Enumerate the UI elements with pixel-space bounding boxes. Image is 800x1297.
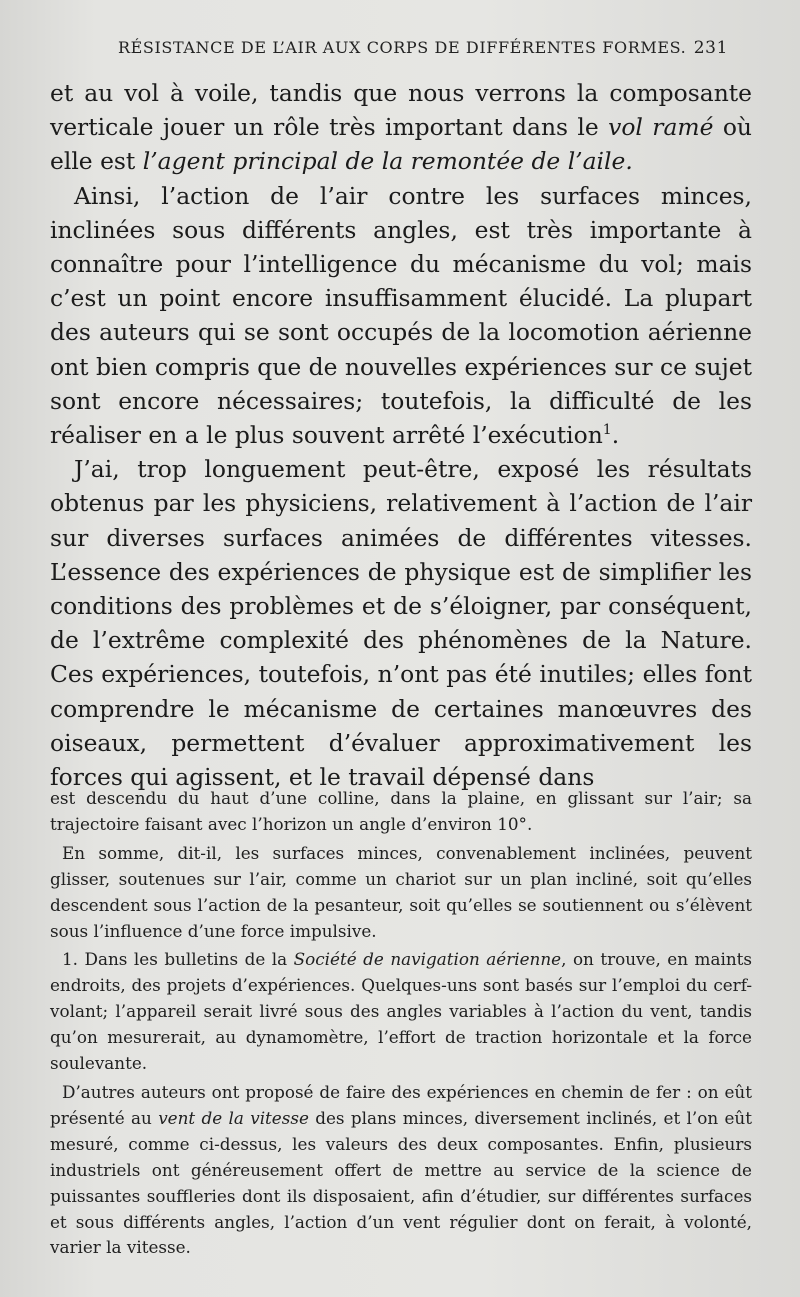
footnote-paragraph-2: En somme, dit-il, les surfaces minces, convenablement inclinées, peuvent glisser, soutenues sur l’air, comme un chariot sur un plan incliné, soit qu’elles descendent sous l’action de la pesanteur, soit qu’elles se soutiennent ou s’élèvent sous l’influence d’une force impulsive.: [50, 842, 752, 941]
footnote-1-text-a: 1. Dans les bulletins de la: [62, 949, 294, 970]
footnote-continuation: est descendu du haut d’une colline, dans la plaine, en glissant sur l’air; sa trajectoire faisant avec l’horizon un angle d’environ 10°.: [50, 788, 752, 834]
paragraph-2: [50, 179, 752, 453]
footnote-1-cont-text-a: D’autres auteurs ont proposé de faire des expériences en chemin de fer : on eût présenté au: [50, 1081, 752, 1128]
page-number: 231: [693, 38, 728, 58]
paragraph-2-text: Ainsi, l’action de l’air contre les surfaces minces, inclinées sous différents angles, est très importante à connaître pour l’intelligence du mécanisme du vol; mais c’est un point encore insuffisamment élucidé. La plupart des auteurs qui se sont occupés de la locomotion aérienne ont bien compris que de nouvelles expériences sur ce sujet sont encore nécessaires; toutefois, la difficulté de les réaliser en a le plus souvent arrêté l’exécution: [50, 181, 752, 450]
footnote-1-italic: Société de navigation aérienne: [293, 949, 562, 970]
paragraph-1: [50, 76, 752, 179]
footnotes: [50, 786, 752, 1261]
paragraph-1-text-b: où elle est: [50, 113, 752, 176]
paragraph-1-italic-agent: l’agent principal de la remontée de l’aile.: [142, 147, 633, 176]
footnote-1-cont-italic: vent de la vitesse: [158, 1107, 309, 1128]
running-header: [118, 38, 728, 60]
paragraph-2-end: .: [611, 421, 620, 450]
footnote-1: [50, 947, 752, 1077]
footnote-1-text-b: , on trouve, en maints endroits, des projets d’expériences. Quelques-uns sont basés sur l’emploi du cerf-volant; l’appareil serait livré sous des angles variables à l’action du vent, tandis qu’on mesurerait, au dynamomètre, l’effort de traction horizontale et la force soulevante.: [50, 949, 752, 1074]
footnote-reference: 1: [602, 422, 612, 439]
footnote-1-continuation: [50, 1080, 752, 1261]
main-text: [50, 76, 752, 794]
paragraph-3: J’ai, trop longuement peut-être, exposé les résultats obtenus par les physiciens, relativement à l’action de l’air sur diverses surfaces animées de différentes vitesses. L’essence des expériences de physique est de simplifier les conditions des problèmes et de s’éloigner, par conséquent, de l’extrême complexité des phénomènes de la Nature. Ces expériences, toutefois, n’ont pas été inutiles; elles font comprendre le mécanisme de certaines manœuvres des oiseaux, permettent d’évaluer approximativement les forces qui agissent, et le travail dépensé dans: [50, 455, 752, 792]
footnote-1-cont-text-b: des plans minces, diversement inclinés, et l’on eût mesuré, comme ci-dessus, les valeurs des deux composantes. Enfin, plusieurs industriels ont généreusement offert de mettre au service de la science de puissantes souffleries dont ils disposaient, afin d’étudier, sur différentes surfaces et sous différents angles, l’action d’un vent régulier dont on ferait, à volonté, varier la vitesse.: [50, 1107, 752, 1258]
paragraph-1-italic-vol-rame: vol ramé: [608, 113, 714, 142]
running-title: RÉSISTANCE DE L’AIR AUX CORPS DE DIFFÉRENTES FORMES.: [118, 38, 687, 57]
paragraph-1-text-a: et au vol à voile, tandis que nous verrons la composante verticale jouer un rôle très important dans le: [50, 79, 752, 142]
